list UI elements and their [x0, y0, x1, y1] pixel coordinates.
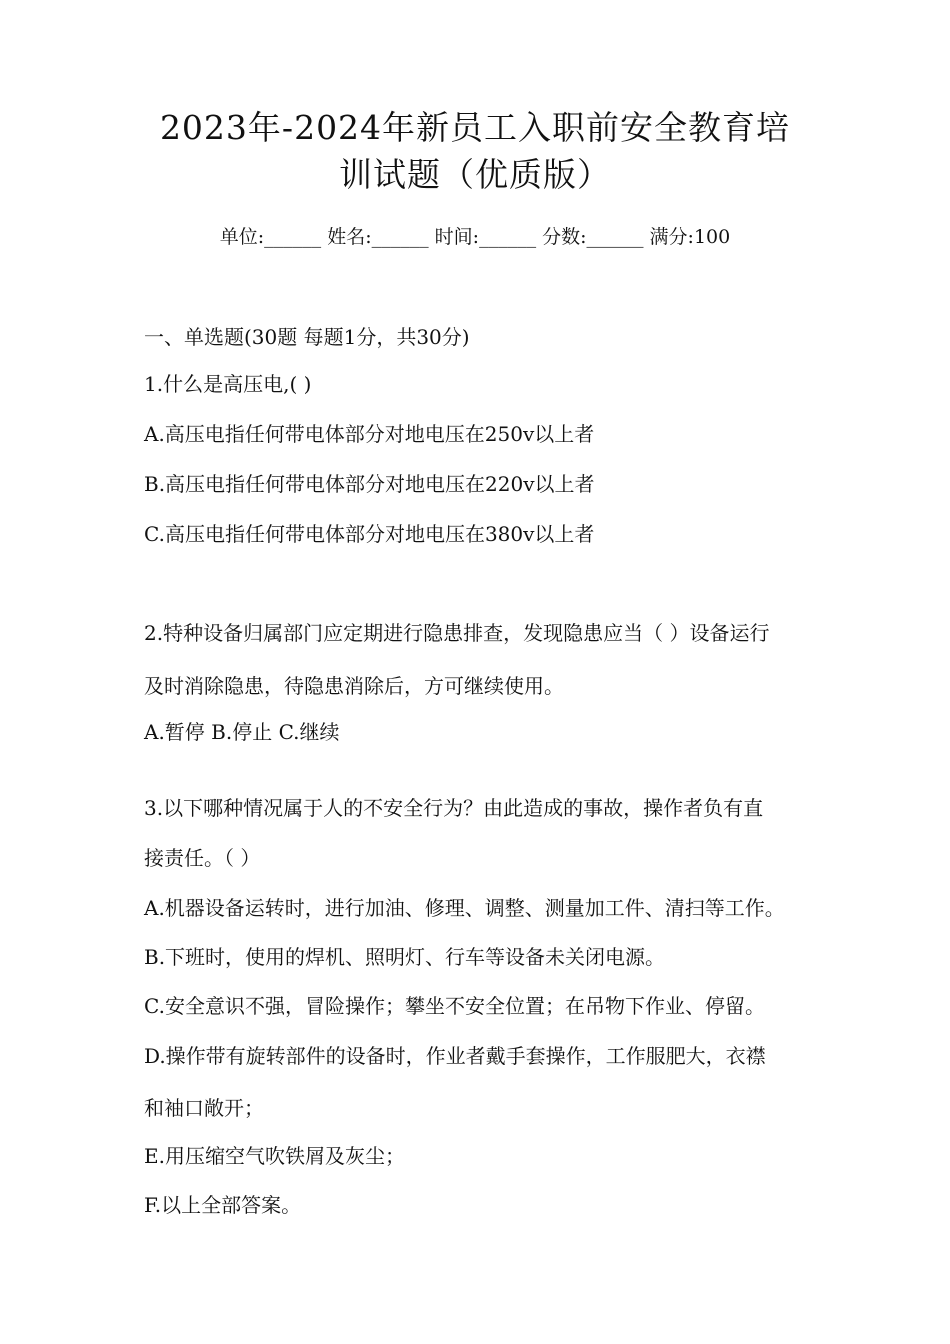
question-2-stem-line-2: 及时消除隐患，待隐患消除后，方可继续使用。	[144, 674, 564, 698]
question-3-option-a: A.机器设备运转时，进行加油、修理、调整、测量加工件、清扫等工作。	[144, 896, 785, 920]
document-title-line-1: 2023年-2024年新员工入职前安全教育培	[159, 108, 791, 147]
question-1-stem: 1.什么是高压电,( )	[144, 372, 312, 396]
question-3-stem-line-1: 3.以下哪种情况属于人的不安全行为？由此造成的事故，操作者负有直	[144, 796, 764, 820]
question-1-option-b: B.高压电指任何带电体部分对地电压在220v以上者	[144, 472, 595, 496]
question-3-option-f: F.以上全部答案。	[144, 1193, 302, 1217]
question-3-option-e: E.用压缩空气吹铁屑及灰尘；	[144, 1144, 405, 1168]
question-3-option-b: B.下班时，使用的焊机、照明灯、行车等设备未关闭电源。	[144, 945, 666, 969]
question-2-options: A.暂停 B.停止 C.继续	[144, 720, 340, 744]
section-heading: 一、单选题(30题 每题1分，共30分)	[144, 325, 470, 349]
question-3-stem-line-2: 接责任。（ ）	[144, 846, 261, 870]
question-2-stem-line-1: 2.特种设备归属部门应定期进行隐患排查，发现隐患应当（ ）设备运行	[144, 621, 770, 645]
question-3-option-d-line-1: D.操作带有旋转部件的设备时，作业者戴手套操作，工作服肥大，衣襟	[144, 1044, 766, 1068]
question-3-option-c: C.安全意识不强，冒险操作；攀坐不安全位置；在吊物下作业、停留。	[144, 994, 765, 1018]
question-1-option-a: A.高压电指任何带电体部分对地电压在250v以上者	[144, 422, 595, 446]
question-1-option-c: C.高压电指任何带电体部分对地电压在380v以上者	[144, 522, 595, 546]
exam-info-line	[0, 225, 950, 249]
document-title-line-2: 训试题（优质版）	[339, 155, 611, 194]
exam-info-text: 单位:______ 姓名:______ 时间:______ 分数:______ 满分:100	[219, 226, 731, 248]
question-3-option-d-line-2: 和袖口敞开；	[144, 1096, 264, 1120]
